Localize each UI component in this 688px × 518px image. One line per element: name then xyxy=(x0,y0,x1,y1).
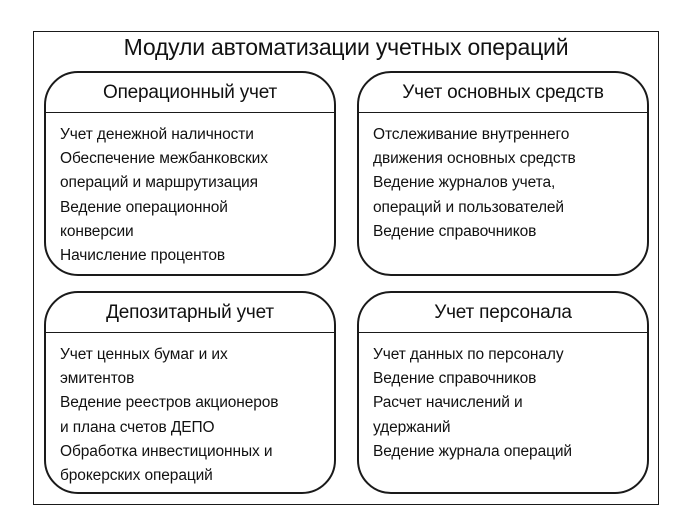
function-item: Ведение справочников xyxy=(373,370,537,388)
function-item: и плана счетов ДЕПО xyxy=(60,418,215,436)
function-item: конверсии xyxy=(60,222,134,240)
diagram-title: Модули автоматизации учетных операций xyxy=(123,34,569,60)
function-item: Ведение журналов учета, xyxy=(373,174,556,192)
module-title: Учет персонала xyxy=(359,293,647,333)
function-item: Учет ценных бумаг и их xyxy=(60,346,228,363)
module-title: Депозитарный учет xyxy=(46,293,334,333)
module-function-list xyxy=(373,343,639,464)
function-item: Отслеживание внутреннего xyxy=(373,126,570,143)
function-item: Ведение журнала операций xyxy=(373,442,572,460)
module-function-list xyxy=(373,123,639,244)
function-item: движения основных средств xyxy=(373,150,576,168)
module-personnel-accounting xyxy=(357,291,649,494)
function-item: Обработка инвестиционных и xyxy=(60,442,273,460)
module-fixed-assets-accounting xyxy=(357,71,649,276)
function-item: Ведение реестров акционеров xyxy=(60,394,279,412)
module-operational-accounting xyxy=(44,71,336,276)
function-item: операций и пользователей xyxy=(373,198,564,216)
function-item: Ведение операционной xyxy=(60,198,228,216)
module-title: Операционный учет xyxy=(46,73,334,113)
module-depository-accounting xyxy=(44,291,336,494)
module-function-list xyxy=(60,123,326,268)
function-item: Расчет начислений и xyxy=(373,394,523,412)
function-item: эмитентов xyxy=(60,370,135,388)
function-item: Учет данных по персоналу xyxy=(373,346,564,363)
function-item: Учет денежной наличности xyxy=(60,126,254,143)
function-item: Обеспечение межбанковских xyxy=(60,150,268,168)
module-function-list xyxy=(60,343,326,488)
module-title: Учет основных средств xyxy=(359,73,647,113)
function-item: Начисление процентов xyxy=(60,247,226,265)
function-item: удержаний xyxy=(373,418,451,436)
function-item: операций и маршрутизация xyxy=(60,174,258,192)
function-item: Ведение справочников xyxy=(373,222,537,240)
function-item: брокерских операций xyxy=(60,467,213,485)
